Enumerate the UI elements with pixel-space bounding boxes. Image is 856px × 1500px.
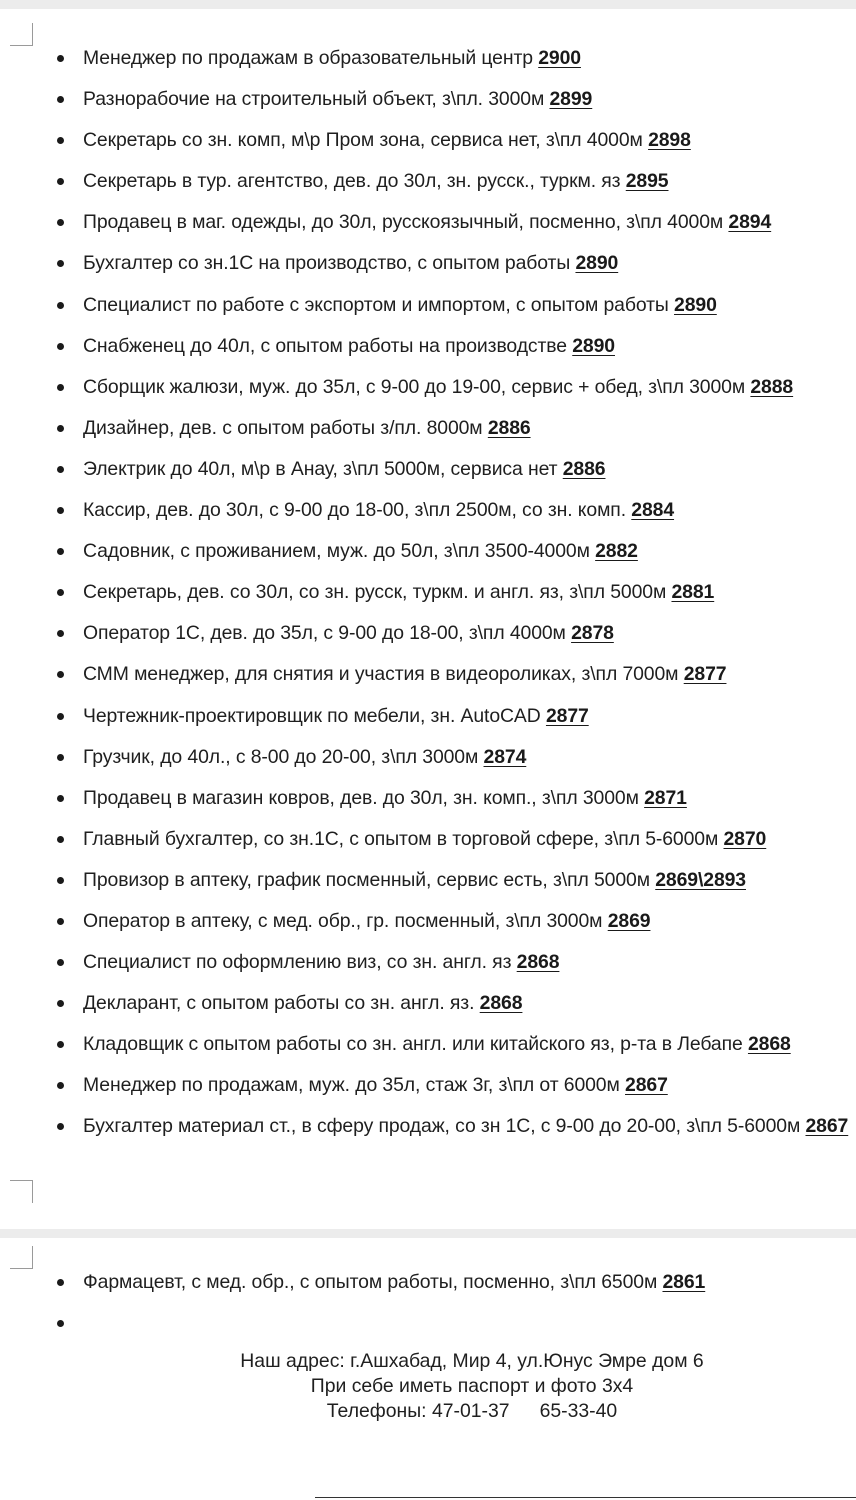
job-code: 2888 [750, 375, 794, 398]
job-code: 2868 [516, 951, 560, 974]
bullet-icon [57, 959, 64, 966]
job-code: 2874 [483, 745, 527, 768]
job-text: Специалист по работе с экспортом и импортом, с опытом работы [83, 293, 675, 316]
contact-footer [130, 1349, 814, 1424]
job-code: 2877 [545, 704, 589, 727]
bullet-icon [57, 713, 64, 720]
bullet-icon [57, 1082, 64, 1089]
bullet-icon [57, 548, 64, 555]
bullet-icon [57, 260, 64, 267]
page-corner-marker [10, 23, 33, 46]
list-item [56, 249, 851, 290]
job-code: 2894 [728, 211, 772, 234]
list-item [56, 332, 851, 373]
bullet-icon [57, 55, 64, 62]
job-text: Оператор в аптеку, с мед. обр., гр. посменный, з\пл 3000м [83, 909, 608, 932]
list-item [56, 1268, 851, 1309]
job-text: Бухгалтер материал ст., в сферу продаж, со зн 1С, с 9-00 до 20-00, з\пл 5-6000м [83, 1115, 806, 1138]
bullet-icon [57, 384, 64, 391]
job-text: Специалист по оформлению виз, со зн. англ. яз [83, 951, 517, 974]
list-item [56, 496, 851, 537]
documents-line: При себе иметь паспорт и фото 3х4 [310, 1375, 634, 1397]
list-item [56, 578, 851, 619]
job-text: Продавец в магазин ковров, дев. до 30л, зн. комп., з\пл 3000м [83, 786, 645, 809]
job-text: Секретарь, дев. со 30л, со зн. русск, туркм. и англ. яз, з\пл 5000м [83, 581, 672, 604]
job-code: 2898 [648, 129, 691, 152]
job-code: 2868 [479, 992, 523, 1015]
list-item [56, 1030, 851, 1071]
job-text: Провизор в аптеку, график посменный, сервис есть, з\пл 5000м [83, 868, 656, 891]
list-item [56, 85, 851, 126]
job-code: 2869 [607, 909, 651, 932]
job-code: 2895 [625, 170, 669, 193]
job-text: Кассир, дев. до 30л, с 9-00 до 18-00, з\пл 2500м, со зн. комп. [83, 499, 632, 522]
job-text: Оператор 1С, дев. до 35л, с 9-00 до 18-00, з\пл 4000м [83, 622, 572, 645]
job-code: 2900 [538, 47, 581, 69]
phone-primary: Телефоны: 47-01-37 [326, 1400, 510, 1422]
bullet-icon [57, 137, 64, 144]
list-item [56, 455, 851, 496]
job-code: 2867 [625, 1074, 668, 1097]
bottom-rule [315, 1497, 856, 1498]
bullet-icon [57, 877, 64, 884]
job-code: 2877 [683, 663, 727, 686]
job-text: Разнорабочие на строительный объект, з\пл. 3000м [83, 88, 550, 111]
list-item [56, 866, 851, 907]
bullet-icon [57, 507, 64, 514]
job-code: 2881 [671, 581, 715, 604]
phones-line [130, 1399, 814, 1424]
job-code: 2869\2893 [655, 868, 746, 891]
list-item [56, 537, 851, 578]
job-code: 2868 [747, 1033, 791, 1056]
job-code: 2870 [723, 827, 767, 850]
top-band [0, 0, 856, 9]
job-code: 2878 [571, 622, 614, 645]
bullet-icon [57, 836, 64, 843]
job-text: Секретарь со зн. комп, м\р Пром зона, сервиса нет, з\пл 4000м [83, 129, 649, 152]
job-code: 2886 [562, 457, 606, 480]
page-separator [0, 1229, 856, 1238]
job-text: Садовник, с проживанием, муж. до 50л, з\пл 3500-4000м [83, 540, 596, 563]
page-corner-marker [10, 1180, 33, 1203]
job-text: СММ менеджер, для снятия и участия в видеороликах, з\пл 7000м [83, 663, 684, 686]
job-code: 2890 [575, 252, 619, 275]
bullet-icon [57, 425, 64, 432]
job-text: Электрик до 40л, м\р в Анау, з\пл 5000м, сервиса нет [83, 457, 563, 480]
bullet-icon [57, 754, 64, 761]
job-code: 2899 [549, 88, 593, 111]
job-text: Дизайнер, дев. с опытом работы з/пл. 8000м [83, 416, 488, 439]
job-text: Менеджер по продажам в образовательный центр [83, 47, 539, 69]
job-code: 2886 [487, 416, 531, 439]
job-code: 2861 [662, 1271, 706, 1293]
list-item [56, 619, 851, 660]
job-text: Грузчик, до 40л., с 8-00 до 20-00, з\пл 3000м [83, 745, 484, 768]
job-code: 2890 [674, 293, 717, 316]
bullet-icon [57, 918, 64, 925]
list-item [56, 989, 851, 1030]
list-item [56, 414, 851, 455]
job-text: Снабженец до 40л, с опытом работы на производстве [83, 334, 573, 357]
list-item [56, 1071, 851, 1112]
list-item [56, 743, 851, 784]
job-text: Менеджер по продажам, муж. до 35л, стаж 3г, з\пл от 6000м [83, 1074, 626, 1097]
list-item [56, 373, 851, 414]
job-text: Декларант, с опытом работы со зн. англ. яз. [83, 992, 480, 1015]
list-item-empty [56, 1309, 851, 1350]
job-text: Бухгалтер со зн.1С на производство, с опытом работы [83, 252, 576, 275]
bullet-icon [57, 1279, 64, 1286]
job-text: Сборщик жалюзи, муж. до 35л, с 9-00 до 19-00, сервис + обед, з\пл 3000м [83, 375, 751, 398]
list-item [56, 660, 851, 701]
list-item [56, 44, 851, 85]
bullet-icon [57, 302, 64, 309]
job-text: Кладовщик с опытом работы со зн. англ. или китайского яз, р-та в Лебапе [83, 1033, 748, 1056]
bullet-icon [57, 795, 64, 802]
bullet-icon [57, 96, 64, 103]
job-text: Секретарь в тур. агентство, дев. до 30л, зн. русск., туркм. яз [83, 170, 626, 193]
bullet-icon [57, 219, 64, 226]
job-text: Главный бухгалтер, со зн.1С, с опытом в торговой сфере, з\пл 5-6000м [83, 827, 724, 850]
bullet-icon [57, 1320, 64, 1327]
list-item [56, 208, 851, 249]
list-item [56, 784, 851, 825]
job-code: 2871 [644, 786, 687, 809]
bullet-icon [57, 1041, 64, 1048]
address-line: Наш адрес: г.Ашхабад, Мир 4, ул.Юнус Эмре дом 6 [240, 1350, 704, 1372]
job-code: 2884 [631, 499, 675, 522]
job-text: Фармацевт, с мед. обр., с опытом работы, посменно, з\пл 6500м [83, 1271, 663, 1293]
bullet-icon [57, 466, 64, 473]
job-code: 2867 [805, 1115, 849, 1138]
bullet-icon [57, 630, 64, 637]
list-item [56, 948, 851, 989]
list-item [56, 291, 851, 332]
job-code: 2882 [595, 540, 638, 563]
job-list-page2 [56, 1268, 851, 1350]
list-item [56, 1112, 851, 1140]
list-item [56, 907, 851, 948]
job-code: 2890 [572, 334, 615, 357]
bullet-icon [57, 589, 64, 596]
job-text: Чертежник-проектировщик по мебели, зн. AutoCAD [83, 704, 546, 727]
bullet-icon [57, 1123, 64, 1130]
page-corner-marker [10, 1246, 33, 1269]
list-item [56, 825, 851, 866]
bullet-icon [57, 178, 64, 185]
list-item [56, 702, 851, 743]
phone-secondary: 65-33-40 [539, 1400, 618, 1422]
list-item [56, 167, 851, 208]
bullet-icon [57, 671, 64, 678]
bullet-icon [57, 1000, 64, 1007]
job-list-page1 [56, 44, 851, 1140]
bullet-icon [57, 343, 64, 350]
list-item [56, 126, 851, 167]
job-text: Продавец в маг. одежды, до 30л, русскоязычный, посменно, з\пл 4000м [83, 211, 729, 234]
